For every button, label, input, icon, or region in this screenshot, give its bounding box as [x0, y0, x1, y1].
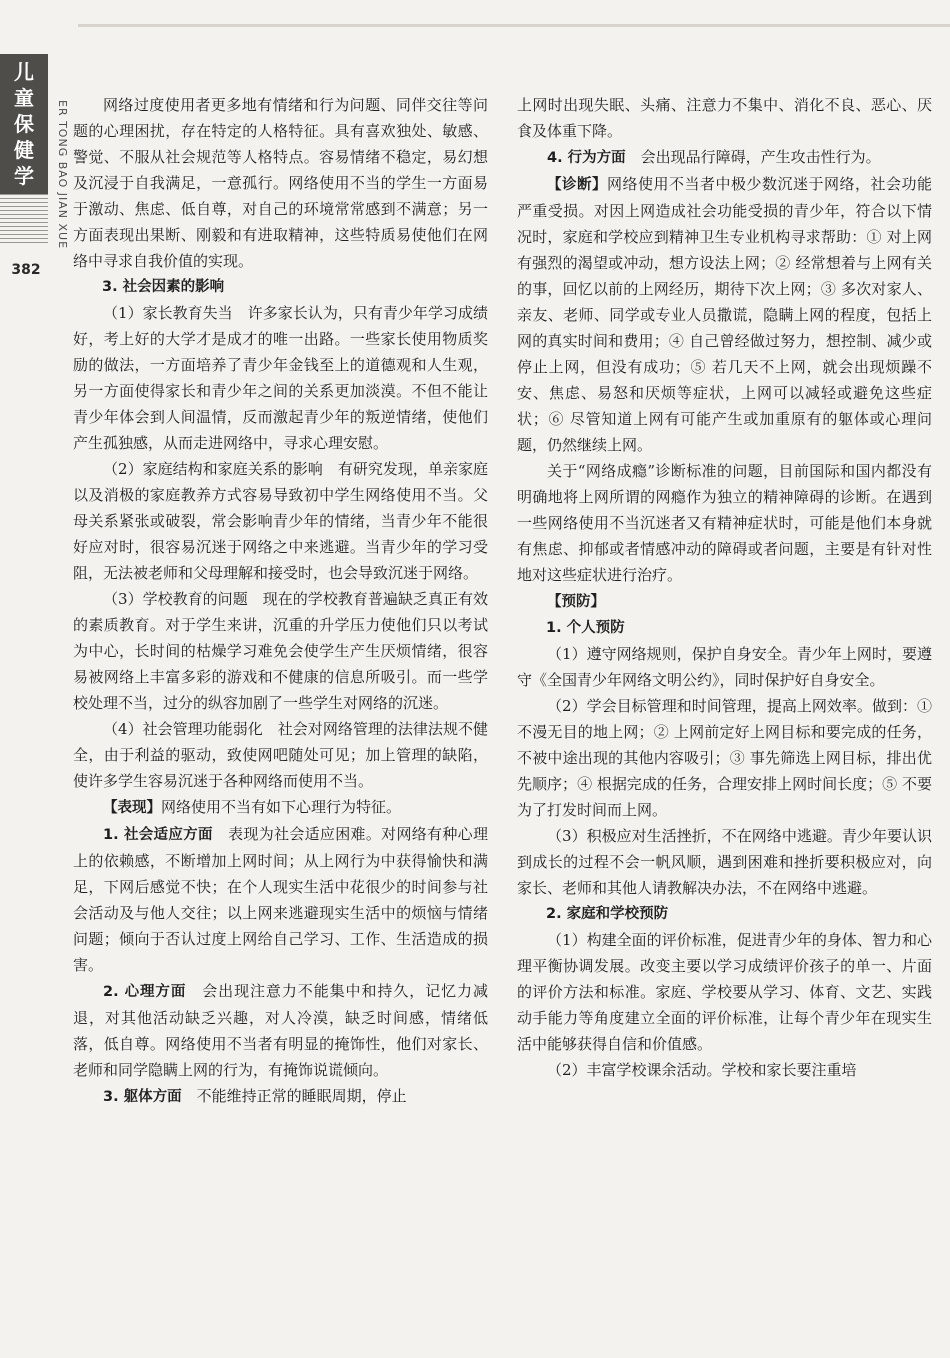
left-column: [73, 92, 488, 1110]
paragraph: [73, 586, 488, 716]
right-column: [517, 92, 932, 1083]
paragraph: 网络过度使用者更多地有情绪和行为问题、同伴交往等问题的心理困扰，存在特定的人格特征。具有喜欢独处、敏感、警觉、不服从社会规范等人格特点。容易情绪不稳定，易幻想及沉浸于自我满足，一意孤行。网络使用不当的学生一方面易于激动、焦虑、低自尊，对自己的环境常常感到不满意；另一方面表现出果断、刚毅和有进取精神，这些特质易使他们在网络中寻求自我价值的实现。: [73, 96, 488, 270]
page-number: 382: [11, 262, 41, 278]
paragraph: 上网时出现失眠、头痛、注意力不集中、消化不良、恶心、厌食及体重下降。: [517, 96, 932, 140]
paragraph: [73, 821, 488, 978]
item-text: 网络使用不当有如下心理行为特征。: [161, 798, 402, 816]
pinyin-running-title: ER TONG BAO JIAN XUE: [56, 100, 69, 250]
tab-title-char: 保: [14, 112, 34, 136]
subsection-heading: 2. 家庭和学校预防: [546, 906, 669, 922]
section-tab: [0, 54, 48, 194]
paragraph: [73, 1083, 488, 1110]
bracket-heading: 【表现】: [103, 800, 161, 816]
decorative-hatch: [0, 194, 48, 246]
tab-title-char: 健: [14, 138, 34, 162]
item-text: 现在的学校教育普遍缺乏真正有效的素质教育。对于学生来讲，沉重的升学压力使他们只以考试为中心，长时间的枯燥学习难免会使学生产生厌烦情绪，很容易被网络上丰富多彩的游戏和不健康的信息所吸引。而一些学校处理不当，过分的纵容加剧了一些学生对网络的沉迷。: [73, 590, 488, 712]
item-text: 社会对网络管理的法律法规不健全，由于利益的驱动，致使网吧随处可见；加上管理的缺陷，使许多学生容易沉迷于各种网络而使用不当。: [73, 720, 488, 790]
subsection-heading: 4. 行为方面: [547, 150, 626, 166]
item-text: 不能维持正常的睡眠周期，停止: [196, 1087, 407, 1105]
item-text: 会出现注意力不能集中和持久，记忆力减退，对其他活动缺乏兴趣，对人冷漠，缺乏时间感，情绪低落，低自尊。网络使用不当者有明显的掩饰性，他们对家长、老师和同学隐瞒上网的行为，有掩饰说谎倾向。: [73, 982, 488, 1079]
tab-title-char: 儿: [14, 60, 34, 84]
tab-title-char: 学: [14, 164, 34, 188]
subsection-heading: 1. 个人预防: [546, 620, 625, 636]
paragraph: （1）构建全面的评价标准，促进青少年的身体、智力和心理平衡协调发展。改变主要以学习成绩评价孩子的单一、片面的评价方法和标准。家庭、学校要从学习、体育、文艺、实践动手能力等角度建立全面的评价标准，让每个青少年在现实生活中能够获得自信和价值感。: [517, 931, 932, 1053]
paragraph: [73, 978, 488, 1083]
item-lead: （3）学校教育的问题: [103, 590, 248, 608]
paragraph: [73, 716, 488, 794]
paragraph: [73, 300, 488, 456]
item-text: 许多家长认为，只有青少年学习成绩好，考上好的大学才是成才的唯一出路。一些家长使用物质奖励的做法，一方面培养了青少年金钱至上的道德观和人生观，另一方面使得家长和青少年之间的关系更加淡漠。不但不能让青少年体会到人间温情，反而激起青少年的叛逆情绪，使他们产生孤独感，从而走进网络中，寻求心理安慰。: [73, 304, 488, 452]
item-text: 网络使用不当者中极少数沉迷于网络，社会功能严重受损。对因上网造成社会功能受损的青少年，符合以下情况时，家庭和学校应到精神卫生专业机构寻求帮助：① 对上网有强烈的渴望或冲动，想方设法上网；② 经常想着与上网有关的事，回忆以前的上网经历，期待下次上网；③ 多次对家人、亲友、老师、同学或专业人员撒谎，隐瞒上网的程度，包括上网的真实时间和费用；④ 自己曾经做过努力，想控制、减少或停止上网，但没有成功；⑤ 若几天不上网，就会出现烦躁不安、焦虑、易怒和厌烦等症状，上网可以减轻或避免这些症状；⑥ 尽管知道上网有可能产生或加重原有的躯体或心理问题，仍然继续上网。: [517, 175, 932, 454]
item-lead: （2）家庭结构和家庭关系的影响: [103, 460, 323, 478]
item-lead: （4）社会管理功能弱化: [103, 720, 263, 738]
subsection-heading: 1. 社会适应方面: [103, 827, 213, 843]
header-rule: [78, 24, 950, 27]
paragraph: [517, 144, 932, 171]
paragraph: （2）学会目标管理和时间管理，提高上网效率。做到：① 不漫无目的地上网；② 上网前定好上网目标和要完成的任务，不被中途出现的其他内容吸引；③ 事先筛选上网目标，排出优先顺序；④ 根据完成的任务，合理安排上网时间长度；⑤ 不要为了打发时间而上网。: [517, 697, 932, 819]
item-text: 有研究发现，单亲家庭以及消极的家庭教养方式容易导致初中学生网络使用不当。父母关系紧张或破裂，常会影响青少年的情绪，当青少年不能很好应对时，很容易沉迷于网络之中来逃避。当青少年的学习受阻，无法被老师和父母理解和接受时，也会导致沉迷于网络。: [73, 460, 488, 582]
paragraph: [517, 171, 932, 458]
subsection-heading: 3. 躯体方面: [103, 1089, 182, 1105]
item-text: 会出现品行障碍，产生攻击性行为。: [640, 148, 881, 166]
paragraph: [517, 588, 932, 615]
tab-title-char: 童: [14, 86, 34, 110]
bracket-heading: 【诊断】: [547, 177, 607, 193]
paragraph: [73, 456, 488, 586]
paragraph: 关于“网络成瘾”诊断标准的问题，目前国际和国内都没有明确地将上网所谓的网瘾作为独立的精神障碍的诊断。在遇到一些网络使用不当沉迷者又有精神症状时，可能是他们本身就有焦虑、抑郁或者情感冲动的障碍或者问题，主要是有针对性地对这些症状进行治疗。: [517, 462, 932, 584]
item-text: 表现为社会适应困难。对网络有种心理上的依赖感，不断增加上网时间；从上网行为中获得愉快和满足，下网后感觉不快；在个人现实生活中花很少的时间参与社会活动及与他人交往；以上网来逃避现实生活中的烦恼与情绪问题；倾向于否认过度上网给自己学习、工作、生活造成的损害。: [73, 825, 488, 974]
subsection-heading: 2. 心理方面: [103, 984, 187, 1000]
item-lead: （1）家长教育失当: [103, 304, 233, 322]
paragraph: [73, 794, 488, 821]
bracket-heading: 【预防】: [547, 594, 605, 610]
paragraph: （2）丰富学校课余活动。学校和家长要注重培: [547, 1061, 857, 1079]
section-heading: 3. 社会因素的影响: [102, 279, 225, 295]
paragraph: （3）积极应对生活挫折，不在网络中逃避。青少年要认识到成长的过程不会一帆风顺，遇到困难和挫折要积极应对，向家长、老师和其他人请教解决办法，不在网络中逃避。: [517, 827, 932, 897]
paragraph: （1）遵守网络规则，保护自身安全。青少年上网时，要遵守《全国青少年网络文明公约》，同时保护好自身安全。: [517, 645, 932, 689]
